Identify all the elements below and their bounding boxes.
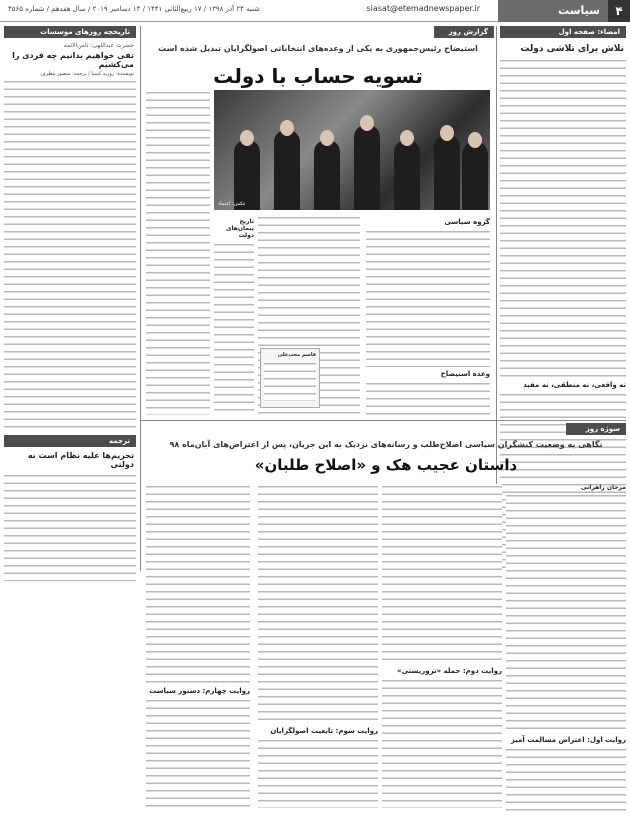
right-column-title: تلاش برای تلاشی دولت [520,44,624,54]
story-body-1 [506,493,626,733]
quote-body [264,361,316,401]
lead-body-left [146,90,210,415]
lead-side-box [214,215,254,415]
story-headline: داستان عجیب هک و «اصلاح طلبان» [254,456,518,474]
lead-body-2 [366,381,490,415]
story-label: سوژه روز [566,423,626,435]
lead-box-body [214,242,254,415]
left-column-head: تاریخچه روزهای موسسات [4,26,136,38]
story-subhead-1: روایت اول: اعتراض مسالمت آمیز [510,736,626,744]
lead-subhead-1: گروه سیاسی [444,218,490,226]
right-column-body [500,58,626,378]
left-bottom-head: ترجمه [4,435,136,447]
lead-label-box [144,26,494,38]
story-label-box [146,423,626,435]
story-col-4 [146,484,250,816]
section-email[interactable]: siasat@etemadnewspaper.ir [366,4,480,13]
left-column-body [4,79,136,429]
lead-body-1 [366,229,490,367]
story-byline: مرجان زاهرانی [580,484,626,491]
story-subhead-2: روایت دوم: حمله «تروریستی» [397,667,502,675]
lead-headline: تسویه حساب با دولت [213,64,423,88]
lead-label: گزارش روز [434,26,494,38]
left-column-title: تفی خواهیم بدانیم چه فردی را می‌کشیم [12,51,134,69]
story-body-4 [382,678,502,808]
story-subhead-4: روایت چهارم: دستور سیاست [149,687,250,695]
story-divider-top [140,420,626,421]
story-col-2 [382,484,502,816]
story-body-8 [146,698,250,808]
left-column-kicker: حضرت عبداللهی: ثامن‌الائمه [63,42,134,49]
right-column-subhead: نه واقعی، نه منطقی، نه مفید [523,381,626,389]
lead-divider [140,26,141,571]
story-col-3 [258,484,378,816]
dateline: شنبه ۲۴ آذر ۱۳۹۸ / ۱۷ ربیع‌الثانی ۱۴۴۱ / ۱۴ دسامبر ۲۰۱۹ / سال هفدهم / شماره ۴۵۶۵ [8,5,260,13]
story-subhead-3: روایت سوم: تابعیت اصولگرایان [270,727,378,735]
page-number: ۴ [608,0,630,22]
story-col-1 [506,484,626,816]
right-column-head: امضاء: صفحه اول [500,26,626,38]
photo-caption: عکس: اعتماد [218,201,246,207]
lead-subhead-2: وعده استیضاح [440,370,490,378]
left-bottom-body [4,473,136,581]
story-body-3 [382,484,502,664]
left-bottom-title: تحریم‌ها علیه نظام است نه دولتی [27,451,134,469]
story-body-7 [146,484,250,684]
left-column-byline: نویسنده: روزبه کیمیا / ترجمه: منصور بیطرف [40,71,134,77]
lead-box-title: تاریخ پیمان‌های دولت [225,218,254,239]
section-tag: سیاست [498,0,608,22]
lead-text-left [146,90,210,415]
story-body-2 [506,747,626,816]
lead-photo [214,90,490,210]
story-body-6 [258,738,378,808]
quote-author: قاسم محب‌علی [277,352,316,358]
lead-kicker: استیضاح رئیس‌جمهوری به یکی از وعده‌های انتخاباتی اصولگرایان تبدیل شده است [158,44,478,53]
left-column [4,26,136,581]
masthead-bar [0,0,630,22]
story-kicker: نگاهی به وضعیت کنشگران سیاسی اصلاح‌طلب و رسانه‌های نزدیک به این جریان، پس از اعتراض‌های آبان‌ماه ۹۸ [169,440,603,449]
lead-quote-box [260,348,320,408]
lead-text-right [366,215,490,415]
story-body-5 [258,484,378,724]
